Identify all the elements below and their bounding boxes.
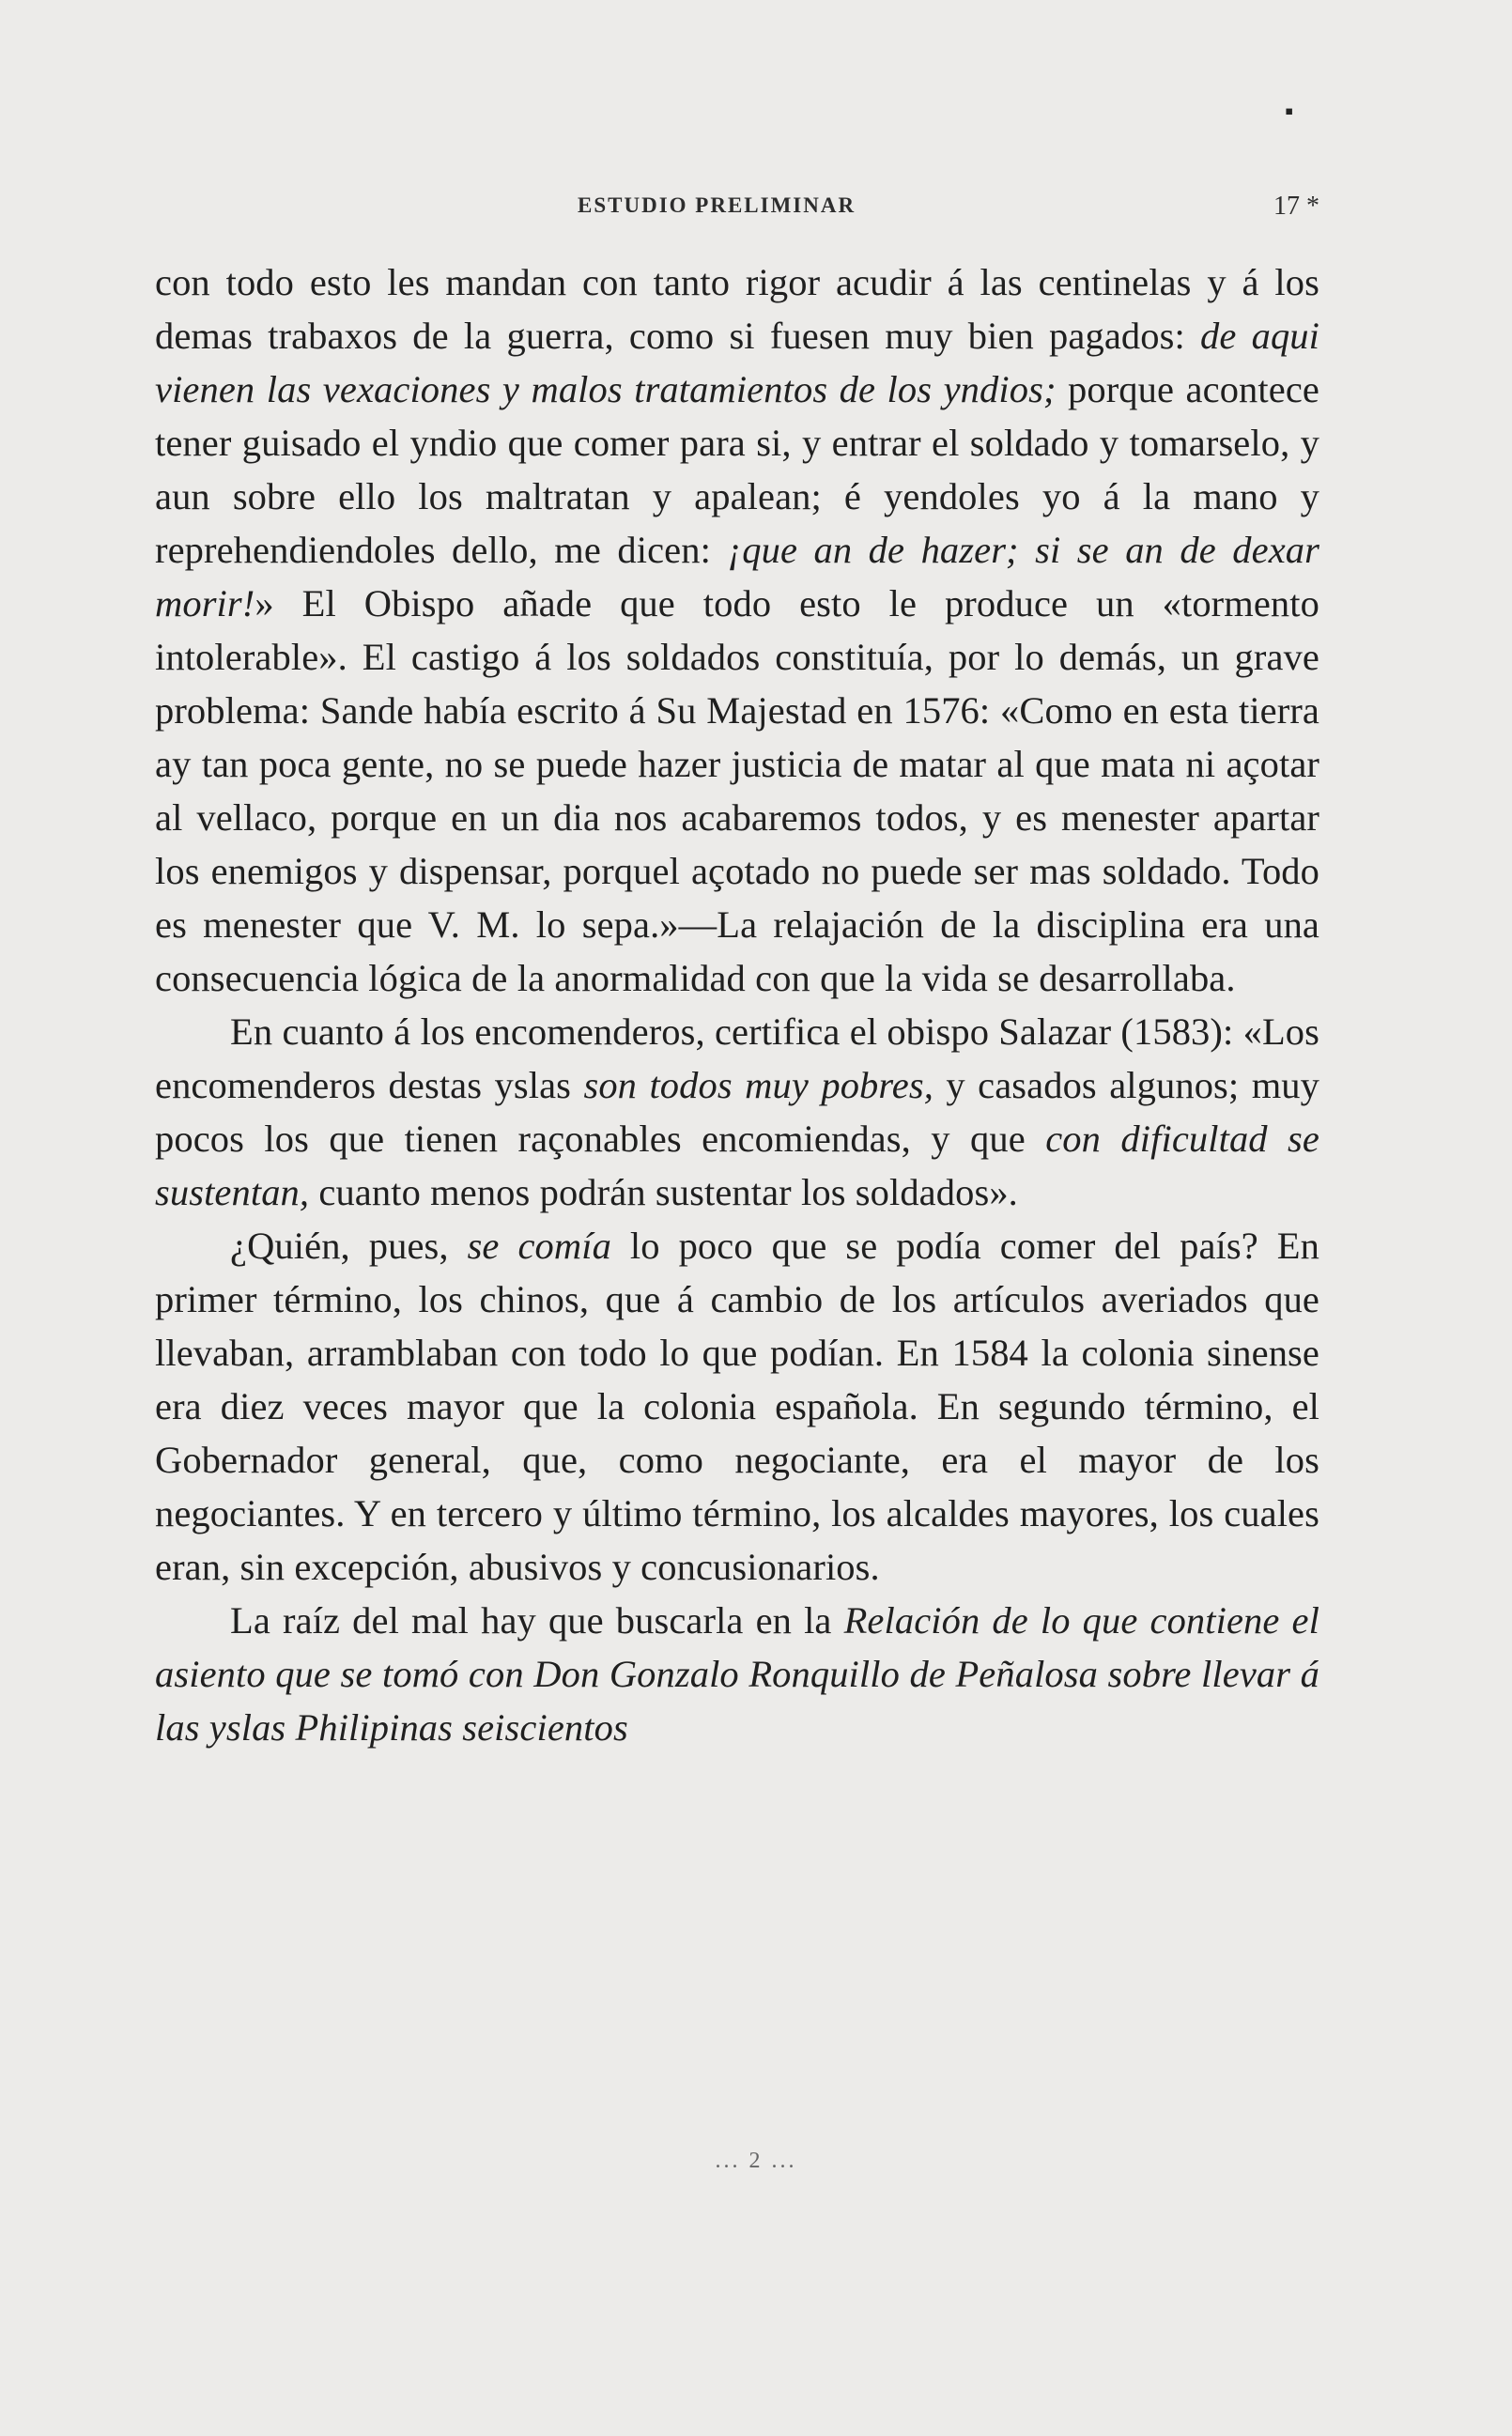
text-segment: » El Obispo añade que todo esto le produce un «tormento intolerable». El castigo á los soldados constituía, por lo demás, un grave problema: Sande había escrito á Su Majestad en 1576: «Como en esta tierra ay tan poca gente, no se puede hazer justicia de matar al que mata ni açotar al vellaco, porque en un dia nos acabaremos todos, y es menester apartar los enemigos y dispensar, porquel açotado no puede ser mas soldado. Todo es menester que V. M. lo sepa.»—La relajación de la disciplina era una consecuencia lógica de la anormalidad con que la vida se desarrollaba. bbox=[155, 582, 1319, 999]
page-number: 17 * bbox=[1273, 192, 1319, 221]
text-segment: La raíz del mal hay que buscarla en la bbox=[230, 1599, 844, 1642]
running-head: ESTUDIO PRELIMINAR bbox=[578, 193, 856, 217]
signature-mark: ... 2 ... bbox=[715, 2149, 797, 2173]
italic-segment: de aqui vienen las vexaciones y malos tratamientos de los yndios; bbox=[155, 315, 1319, 410]
text-segment: porque acontece tener guisado el yndio que comer para si, y entrar el soldado y tomarselo, y aun sobre ello los maltratan y apalean; é yendoles yo á la mano y reprehendiendoles dello, me dicen: bbox=[155, 368, 1319, 571]
paragraph-3 bbox=[155, 1219, 1319, 1594]
text-segment: lo poco que se podía comer del país? En primer término, los chinos, que á cambio de los artículos averiados que llevaban, arramblaban con todo lo que podían. En 1584 la colonia sinense era diez veces mayor que la colonia española. En segundo término, el Gobernador general, que, como negociante, era el mayor de los negociantes. Y en tercero y último término, los alcaldes mayores, los cuales eran, sin excepción, abusivos y concusionarios. bbox=[155, 1225, 1319, 1588]
page-header bbox=[155, 193, 1319, 231]
italic-segment: son todos muy pobres, bbox=[583, 1064, 933, 1106]
text-segment: En cuanto á los encomenderos, certifica el obispo Salazar (1583): «Los encomenderos destas yslas bbox=[155, 1010, 1319, 1106]
corner-mark: ▪ bbox=[1285, 98, 1294, 125]
italic-segment: Relación de lo que contiene el asiento que se tomó con Don Gonzalo Ronquillo de Peñalosa sobre llevar á las yslas Philipinas seiscientos bbox=[155, 1599, 1319, 1749]
text-segment: con todo esto les mandan con tanto rigor acudir á las centinelas y á los demas trabaxos de la guerra, como si fuesen muy bien pagados: bbox=[155, 261, 1319, 357]
paragraph-2 bbox=[155, 1005, 1319, 1219]
body-text bbox=[155, 255, 1319, 1754]
text-segment: y casados algunos; muy pocos los que tienen raçonables encomiendas, y que bbox=[155, 1064, 1319, 1160]
text-segment: ¿Quién, pues, bbox=[230, 1225, 468, 1267]
paragraph-1 bbox=[155, 255, 1319, 1005]
italic-segment: ¡que an de hazer; si se an de dexar morir! bbox=[155, 529, 1319, 624]
italic-segment: se comía bbox=[467, 1225, 611, 1267]
text-segment: cuanto menos podrán sustentar los soldados». bbox=[309, 1171, 1018, 1213]
paragraph-4 bbox=[155, 1594, 1319, 1754]
italic-segment: con dificultad se sustentan, bbox=[155, 1118, 1319, 1213]
